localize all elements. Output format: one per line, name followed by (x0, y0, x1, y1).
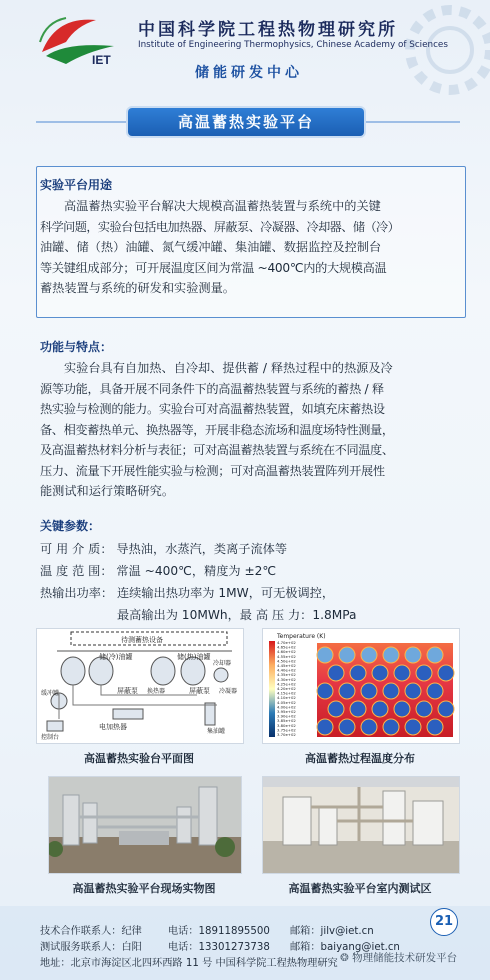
header (0, 0, 490, 100)
features-line: 热实验与检测的能力。实验台可对高温蓄热装置，如填充床蓄热设 (40, 402, 385, 416)
particle-mark (372, 701, 388, 717)
address: 地址：北京市海淀区北四环西路 11 号 中国科学院工程热物理研究 (40, 958, 338, 969)
usage-line: 科学问题，实验台包括电加热器、屏蔽泵、冷凝器、冷却器、储（冷） (40, 219, 400, 234)
wechat-icon: ❂ (340, 952, 349, 964)
legend-tick-label: 3.85e+02 (277, 718, 296, 724)
legend-tick-label: 4.30e+02 (277, 676, 296, 682)
iet-logo-icon (36, 12, 122, 72)
particle-mark (372, 665, 388, 681)
figure-caption-lab: 高温蓄热实验平台室内测试区 (288, 882, 432, 895)
svg-text:屏蔽泵: 屏蔽泵 (117, 687, 138, 695)
usage-line: 蓄热装置与系统的研发和实验测量。 (40, 281, 235, 295)
particle-mark (427, 683, 443, 699)
banner-divider-left (36, 121, 128, 123)
layout-diagram-svg (37, 629, 243, 743)
legend-tick-label: 4.50e+02 (277, 658, 296, 664)
particle-mark (427, 647, 443, 663)
legend-tick-label: 3.90e+02 (277, 713, 296, 719)
svg-text:储(热)油罐: 储(热)油罐 (177, 653, 211, 661)
svg-text:控制台: 控制台 (41, 734, 60, 741)
features-line: 备、相变蓄热单元、换热器等，开展非稳态流场和温度场特性测量， (40, 422, 394, 437)
watermark-text: 物理储能技术研发平台 (352, 952, 458, 964)
particle-mark (383, 647, 399, 663)
particle-mark (339, 647, 355, 663)
features-paragraph (40, 358, 460, 502)
legend-tick-label: 3.95e+02 (277, 709, 296, 714)
particle-mark (394, 701, 410, 717)
svg-text:Temperature (K): Temperature (K) (277, 633, 326, 640)
page-title: 高温蓄热实验平台 (177, 113, 314, 131)
particle-mark (416, 701, 432, 717)
particle-mark (361, 683, 377, 699)
legend-tick-label: 4.45e+02 (277, 663, 296, 668)
page-number: 21 (430, 908, 458, 936)
usage-line: 等关键组成部分；可开展温度区间为常温 ~400℃内的大规模高温 (40, 260, 387, 275)
svg-text:缓冲罐: 缓冲罐 (41, 690, 60, 697)
legend-tick-label: 4.10e+02 (277, 695, 296, 701)
svg-text:冷凝器: 冷凝器 (219, 688, 238, 695)
param-temperature: 温 度 范 围： 常温 ~400℃，精度为 ±2℃ (40, 564, 277, 578)
figure-caption-temperature: 高温蓄热过程温度分布 (305, 752, 415, 765)
site-photo (48, 776, 242, 874)
particle-mark (383, 683, 399, 699)
particle-mark (405, 683, 421, 699)
particle-mark (339, 719, 355, 735)
svg-text:待测蓄热设备: 待测蓄热设备 (121, 636, 163, 644)
watermark (340, 950, 457, 965)
particle-mark (350, 701, 366, 717)
param-max-output: 最高输出为 10MWh，最 高 压 力：1.8MPa (117, 608, 357, 622)
figure-caption-site: 高温蓄热实验平台现场实物图 (72, 882, 216, 895)
page-title-banner (128, 108, 364, 136)
svg-text:冷却器: 冷却器 (213, 660, 232, 667)
usage-paragraph (40, 196, 460, 299)
particle-mark (361, 719, 377, 735)
particle-mark (405, 719, 421, 735)
lab-photo-svg (263, 777, 459, 873)
center-name: 储能研发中心 (195, 65, 303, 81)
lab-photo (262, 776, 460, 874)
particle-mark (394, 665, 410, 681)
particle-mark (350, 665, 366, 681)
legend-tick-label: 4.65e+02 (277, 644, 296, 650)
temperature-map-svg (263, 629, 459, 743)
site-photo-svg (49, 777, 241, 873)
legend-tick-label: 4.15e+02 (277, 690, 296, 696)
legend-tick-label: 4.55e+02 (277, 653, 296, 659)
features-line: 源等功能，具备开展不同条件下的高温蓄热装置与系统的蓄热 / 释 (40, 381, 384, 396)
features-line: 实验台具有自加热、自冷却、提供蓄 / 释热过程中的热源及冷 (64, 361, 393, 375)
particle-mark (317, 647, 333, 663)
particle-mark (328, 665, 344, 681)
test-phone: 电话：13301273738 (168, 942, 270, 953)
particle-mark (438, 665, 454, 681)
tech-phone: 电话：18911895500 (168, 926, 270, 937)
legend-tick-label: 4.60e+02 (277, 649, 296, 655)
svg-text:IET: IET (92, 53, 111, 67)
legend-tick-label: 4.70e+02 (277, 640, 296, 645)
particle-mark (438, 701, 454, 717)
legend-tick-label: 3.70e+02 (277, 732, 296, 737)
banner-divider-right (364, 121, 460, 123)
legend-tick-label: 3.75e+02 (277, 727, 296, 733)
legend-tick-label: 4.25e+02 (277, 681, 296, 687)
params-title: 关键参数： (40, 519, 101, 533)
particle-mark (416, 665, 432, 681)
features-line: 压力、流量下开展性能实验与检测；可对高温蓄热装置阵列开展性 (40, 463, 385, 478)
legend-tick-label: 4.20e+02 (277, 686, 296, 691)
particle-mark (328, 701, 344, 717)
particle-mark (405, 647, 421, 663)
institute-name-en: Institute of Engineering Thermophysics, Chinese Academy of Sciences (138, 40, 448, 50)
tech-email: 邮箱：jilv@iet.cn (290, 926, 374, 937)
test-contact: 测试服务联系人：白阳 (40, 942, 142, 953)
usage-title: 实验平台用途 (40, 178, 113, 192)
institute-name-cn: 中国科学院工程热物理研究所 (138, 20, 398, 40)
svg-text:屏蔽泵: 屏蔽泵 (189, 687, 210, 695)
platform-layout-diagram (36, 628, 244, 744)
particle-mark (317, 719, 333, 735)
particle-mark (361, 647, 377, 663)
test-email: 邮箱：baiyang@iet.cn (290, 942, 400, 953)
param-power: 热输出功率： 连续输出热功率为 1MW，可无极调控， (40, 586, 335, 600)
legend-tick-label: 4.35e+02 (277, 672, 296, 678)
legend-tick-label: 4.00e+02 (277, 704, 296, 710)
legend-tick-label: 3.80e+02 (277, 722, 296, 728)
features-line: 及高温蓄热材料分析与表征；可对高温蓄热装置与系统在不同温度、 (40, 443, 394, 457)
usage-line: 高温蓄热实验平台解决大规模高温蓄热装置与系统中的关键 (64, 199, 381, 213)
svg-text:电加热器: 电加热器 (99, 723, 127, 731)
usage-line: 油罐、储（热）油罐、氮气缓冲罐、集油罐、数据监控及控制台 (40, 240, 382, 254)
particle-mark (317, 683, 333, 699)
param-medium: 可 用 介 质： 导热油，水蒸汽，类离子流体等 (40, 542, 288, 556)
particle-mark (383, 719, 399, 735)
figure-caption-layout: 高温蓄热实验台平面图 (84, 752, 194, 765)
svg-text:换热器: 换热器 (147, 688, 166, 695)
features-title: 功能与特点： (40, 340, 113, 354)
features-line: 能测试和运行策略研究。 (40, 484, 175, 498)
particle-mark (339, 683, 355, 699)
svg-text:集油罐: 集油罐 (207, 728, 226, 735)
tech-contact: 技术合作联系人：纪律 (40, 926, 142, 937)
legend-tick-label: 4.40e+02 (277, 667, 296, 673)
temperature-distribution-figure (262, 628, 460, 744)
legend-tick-label: 4.05e+02 (277, 699, 296, 705)
svg-text:储(冷)油罐: 储(冷)油罐 (99, 653, 133, 661)
particle-mark (427, 719, 443, 735)
